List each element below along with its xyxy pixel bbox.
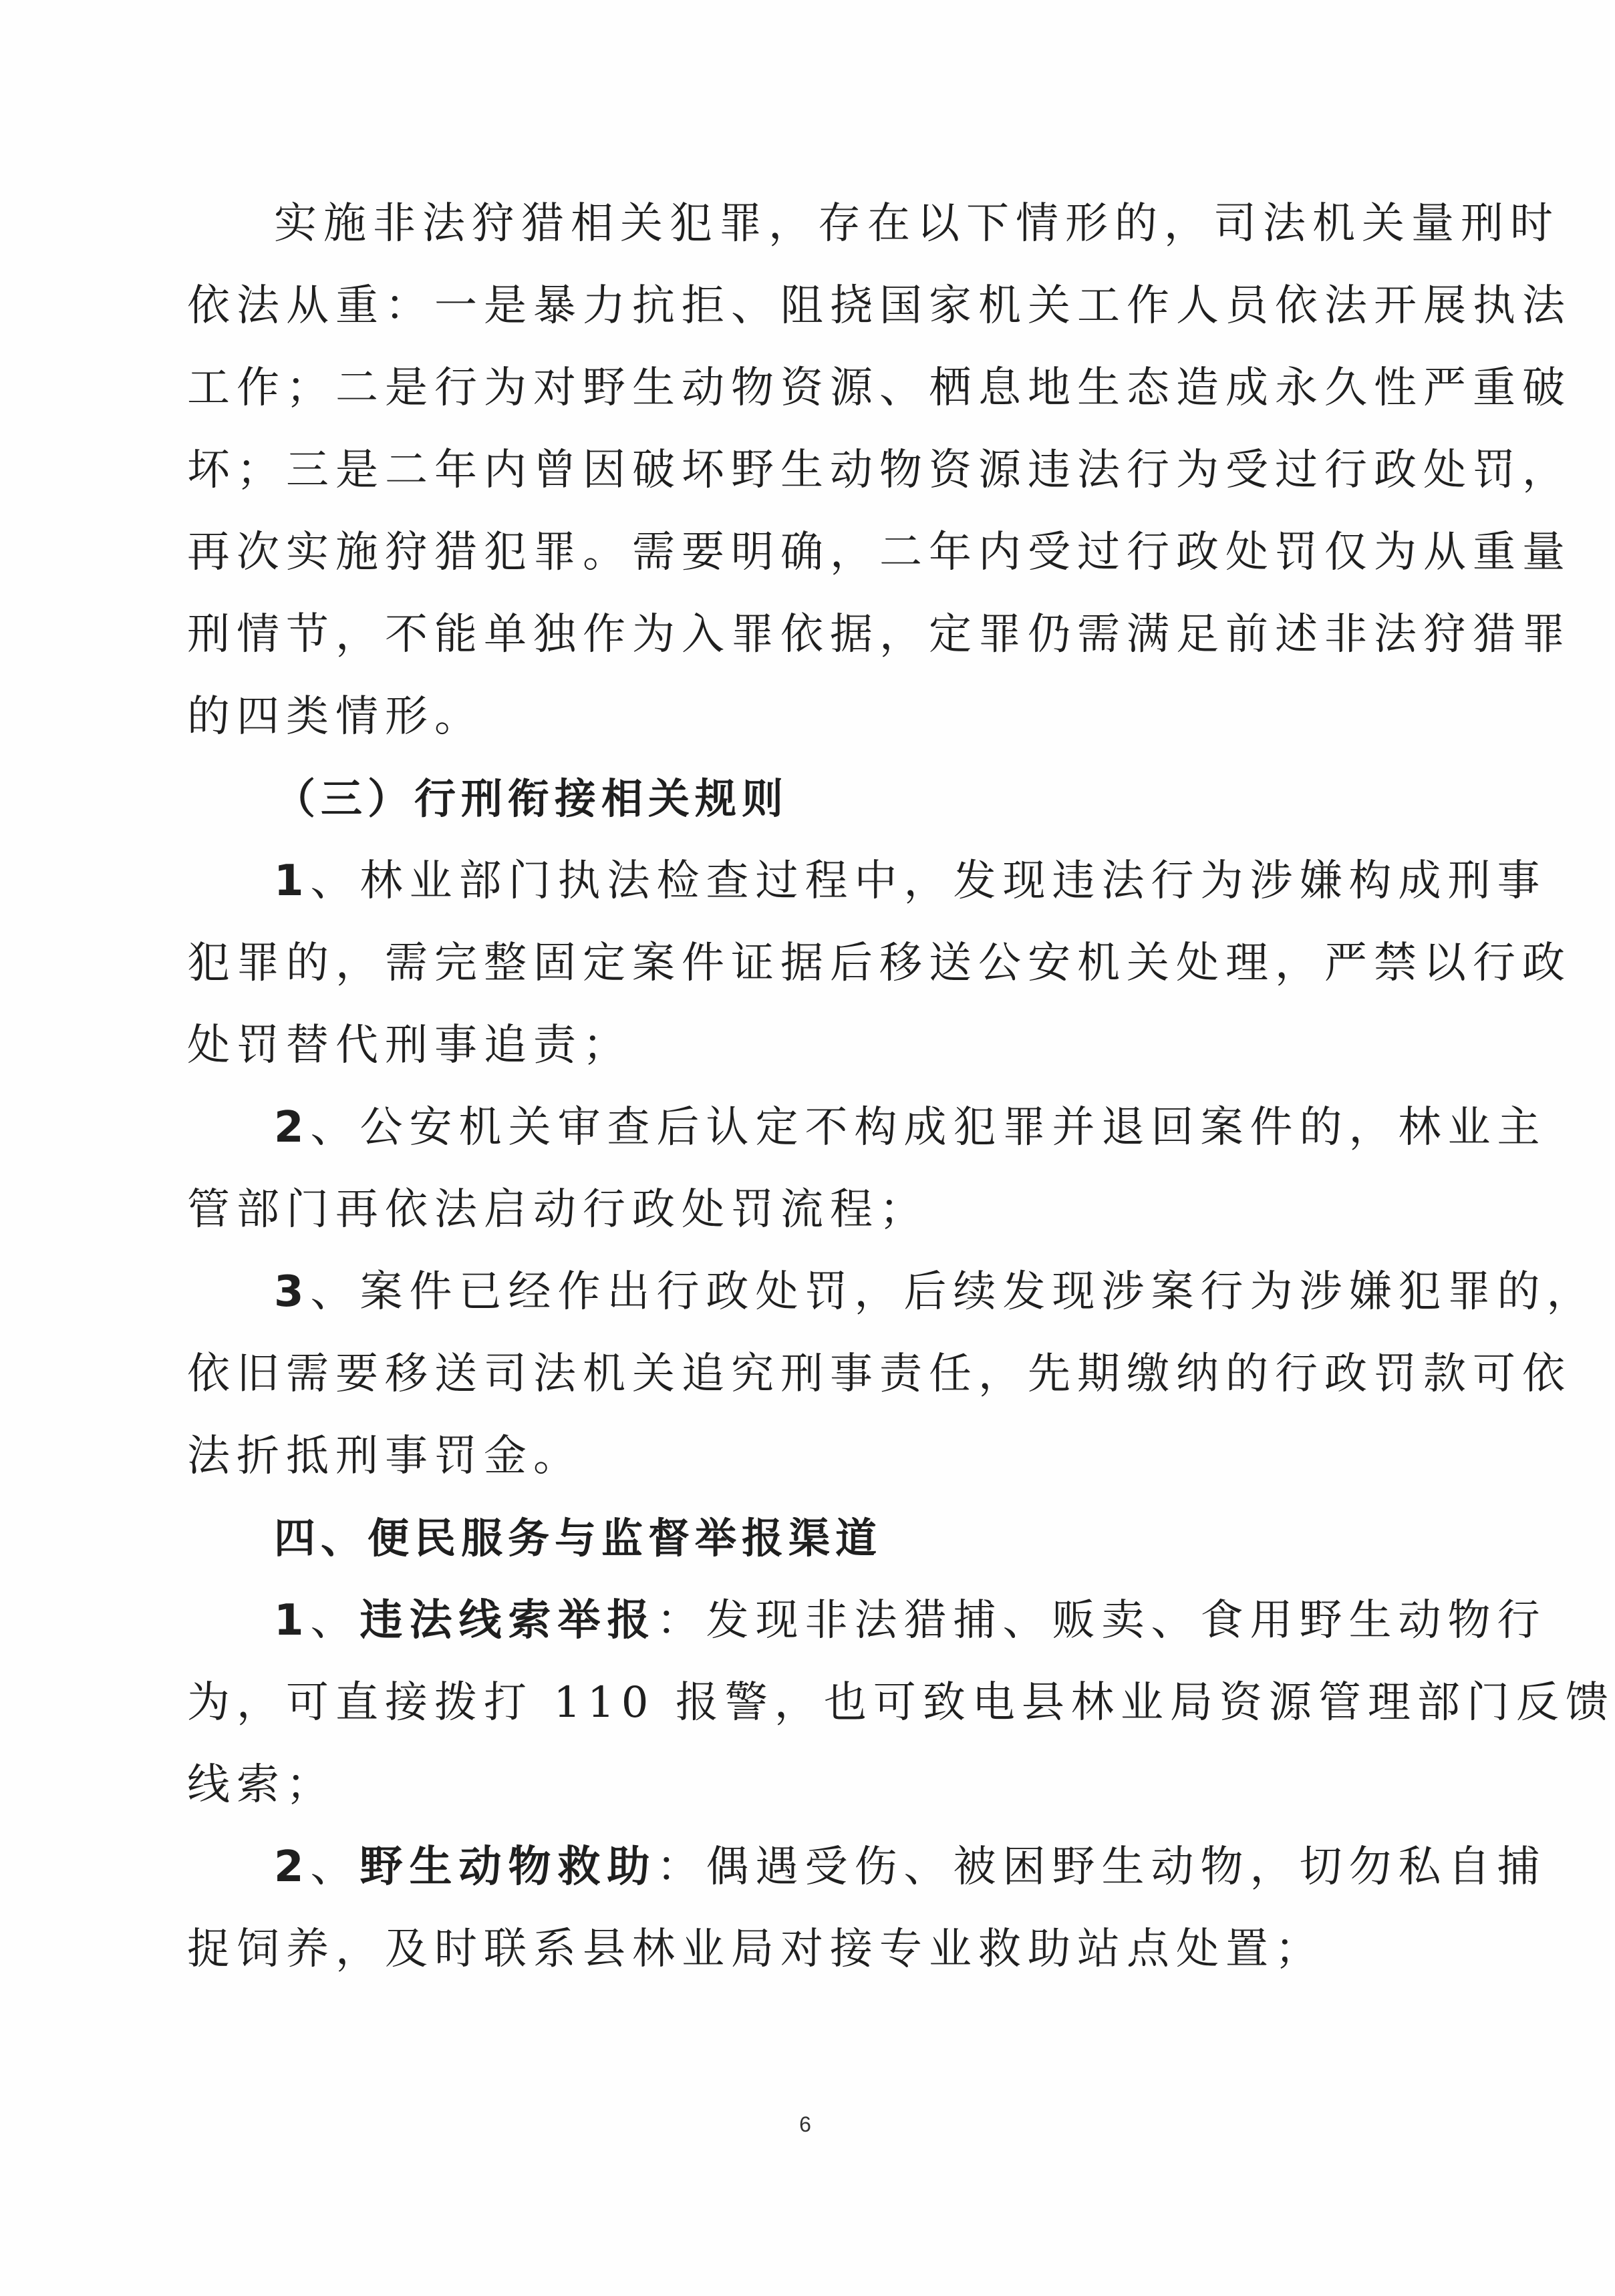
item-number: 2 [274,1842,311,1892]
paragraph-line: 刑情节，不能单独作为入罪依据，定罪仍需满足前述非法狩猎罪 [187,610,1572,659]
paragraph-line: 坏；三是二年内曾因破坏野生动物资源违法行为受过行政处罚， [187,446,1572,495]
item-text: ：发现非法猎捕、贩卖、食用野生动物行 [656,1596,1547,1645]
list-item-line: 处罚替代刑事追责； [187,1021,632,1070]
item-text: 案件已经作出行政处罚，后续发现涉案行为涉嫌犯罪的， [359,1267,1596,1317]
item-text: 林业部门执法检查过程中，发现违法行为涉嫌构成刑事 [359,856,1547,906]
list-item-line: 法折抵刑事罚金。 [187,1432,583,1481]
item-separator: 、 [310,1842,360,1892]
item-title: 违法线索举报 [359,1596,657,1645]
section-heading: 四、便民服务与监督举报渠道 [274,1514,883,1563]
paragraph-line: 依法从重：一是暴力抗拒、阻挠国家机关工作人员依法开展执法 [187,281,1572,331]
list-item-line: 依旧需要移送司法机关追究刑事责任，先期缴纳的行政罚款可依 [187,1349,1572,1399]
page-number: 6 [799,2112,811,2136]
list-item-line: 犯罪的，需完整固定案件证据后移送公安机关处理，严禁以行政 [187,939,1572,988]
list-item-line [274,1830,1547,1904]
list-item-line: 为，可直接拨打 110 报警，也可致电县林业局资源管理部门反馈 [187,1678,1615,1728]
item-number: 1 [274,1596,311,1645]
item-separator: 、 [310,1103,360,1152]
paragraph-line: 工作；二是行为对野生动物资源、栖息地生态造成永久性严重破 [187,363,1572,413]
item-text: 公安机关审查后认定不构成犯罪并退回案件的，林业主 [359,1103,1547,1152]
item-number: 1 [274,856,311,906]
item-text: ：偶遇受伤、被困野生动物，切勿私自捕 [656,1842,1547,1892]
paragraph-line: 的四类情形。 [187,692,484,742]
item-number: 3 [274,1267,311,1317]
list-item-line [274,844,1547,918]
item-number: 2 [274,1103,311,1152]
list-item-line [274,1255,1596,1329]
list-item-line: 线索； [187,1760,335,1810]
list-item-line: 捉饲养，及时联系县林业局对接专业救助站点处置； [187,1925,1324,1974]
list-item-line: 管部门再依法启动行政处罚流程； [187,1185,929,1235]
item-title: 野生动物救助 [359,1842,657,1892]
paragraph-line: 实施非法狩猎相关犯罪，存在以下情形的，司法机关量刑时 [274,199,1560,249]
section-heading: （三）行刑衔接相关规则 [274,774,789,823]
list-item-line [274,1584,1547,1657]
paragraph-line: 再次实施狩猎犯罪。需要明确，二年内受过行政处罚仅为从重量 [187,528,1572,577]
item-separator: 、 [310,1267,360,1317]
list-item-line [274,1091,1547,1164]
item-separator: 、 [310,1596,360,1645]
item-separator: 、 [310,856,360,906]
